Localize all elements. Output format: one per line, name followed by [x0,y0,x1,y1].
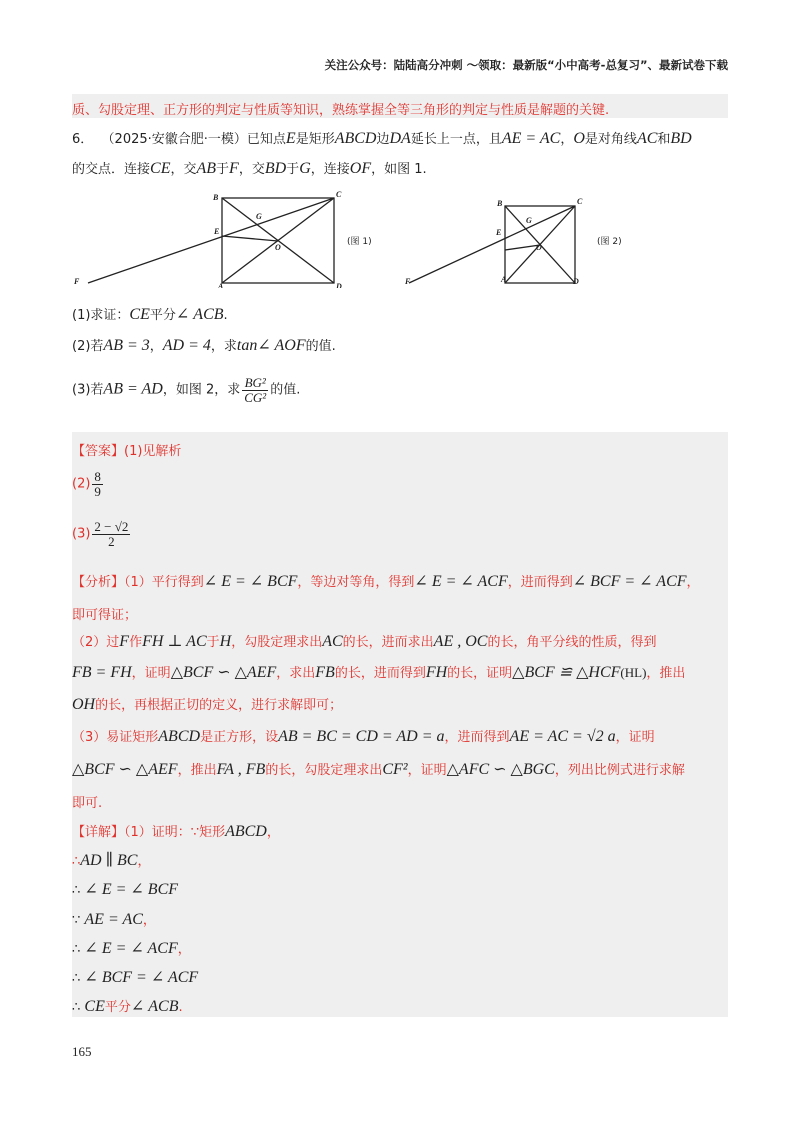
fig2-label-A: A [501,275,507,284]
page-number: 165 [72,1044,92,1059]
fig1-label-F: E [214,227,220,236]
fig1-label-C: C [336,190,342,199]
answer-2: (2) $\frac{8}{9}$ [72,469,101,499]
detail-line-7: ∴ CE平分∠ ACB. [72,998,183,1015]
intro-text: 质、勾股定理、正方形的判定与性质等知识，熟练掌握全等三角形的判定与性质是解题的关键. [72,103,610,118]
analysis-line-6: （3）易证矩形ABCD是正方形，设AB = BC = CD = AD = a，进而得到AE = AC = √2 a，证明 [72,728,655,745]
problem-line-1: 6． （2025·安徽合肥·一模）已知点E是矩形ABCD边DA延长上一点，且AE = AC，O是对角线AC和BD [72,130,692,147]
detail-line-3: ∴ ∠ E = ∠ BCF [72,881,179,898]
page-header: 关注公众号：陆陆高分冲刺 〜领取：最新版“小中高考-总复习”、最新试卷下载 [324,58,728,72]
answer-1: 【答案】(1)见解析 [72,444,182,459]
analysis-line-1: 【分析】（1）平行得到∠ E = ∠ BCF，等边对等角，得到∠ E = ∠ ACF，进而得到∠ BCF = ∠ ACF， [72,573,700,590]
geometry-figures [72,188,672,288]
question-1: (1)求证：CE平分∠ ACB. [72,306,228,323]
detail-line-6: ∴ ∠ BCF = ∠ ACF [72,969,199,986]
detail-line-5: ∴ ∠ E = ∠ ACF， [72,940,191,957]
answer-block [72,432,728,1017]
fig2-label-D: D [573,277,579,286]
analysis-line-4: FB = FH，证明△BCF ∽ △AEF，求出FB的长，进而得到FH的长，证明△BCF ≌ △HCF(HL)，推出 [72,664,686,681]
fig1-label-A: A [218,282,224,288]
fig1-label-E: F [74,277,80,286]
fig1-caption: (图 1) [347,237,372,247]
answer-3: (3) $\frac{2 - √2}{2}$ [72,519,129,549]
fig2-label-F: E [496,228,502,237]
fig2-label-B: B [497,199,503,208]
analysis-line-2: 即可得证； [72,608,138,623]
question-3: (3)若AB = AD，如图 2，求 $\frac{\text{BG²}}{\text{CG²}}$ 的值. [72,375,301,405]
fig1-label-B: B [213,193,219,202]
question-2: (2)若AB = 3，AD = 4，求tan∠ AOF的值. [72,337,336,354]
analysis-line-7: △BCF ∽ △AEF，推出FA , FB的长，勾股定理求出CF²，证明△AFC ∽ △BGC，列出比例式进行求解 [72,761,685,778]
fig2-caption: (图 2) [597,237,622,247]
detail-line-2: ∴AD ∥ BC， [72,852,151,869]
fig1-label-D: D [336,282,342,288]
fig2-label-C: C [577,197,583,206]
detail-line-4: ∵ AE = AC， [72,911,156,928]
fig2-label-G: G [526,216,532,225]
detail-line-1: 【详解】（1）证明：∵矩形ABCD， [72,823,280,840]
fig1-label-O: O [275,243,281,252]
analysis-line-5: OH的长，再根据正切的定义，进行求解即可； [72,696,343,713]
problem-line-2: 的交点．连接CE，交AB于F，交BD于G，连接OF，如图 1. [72,160,427,177]
analysis-line-3: （2）过F作FH ⊥ AC于H，勾股定理求出AC的长，进而求出AE , OC的长，角平分线的性质，得到 [72,633,657,650]
analysis-line-8: 即可. [72,796,103,811]
fig2-label-O: O [536,243,542,252]
fig1-label-G: G [256,212,262,221]
fig2-label-E: F [405,277,411,286]
